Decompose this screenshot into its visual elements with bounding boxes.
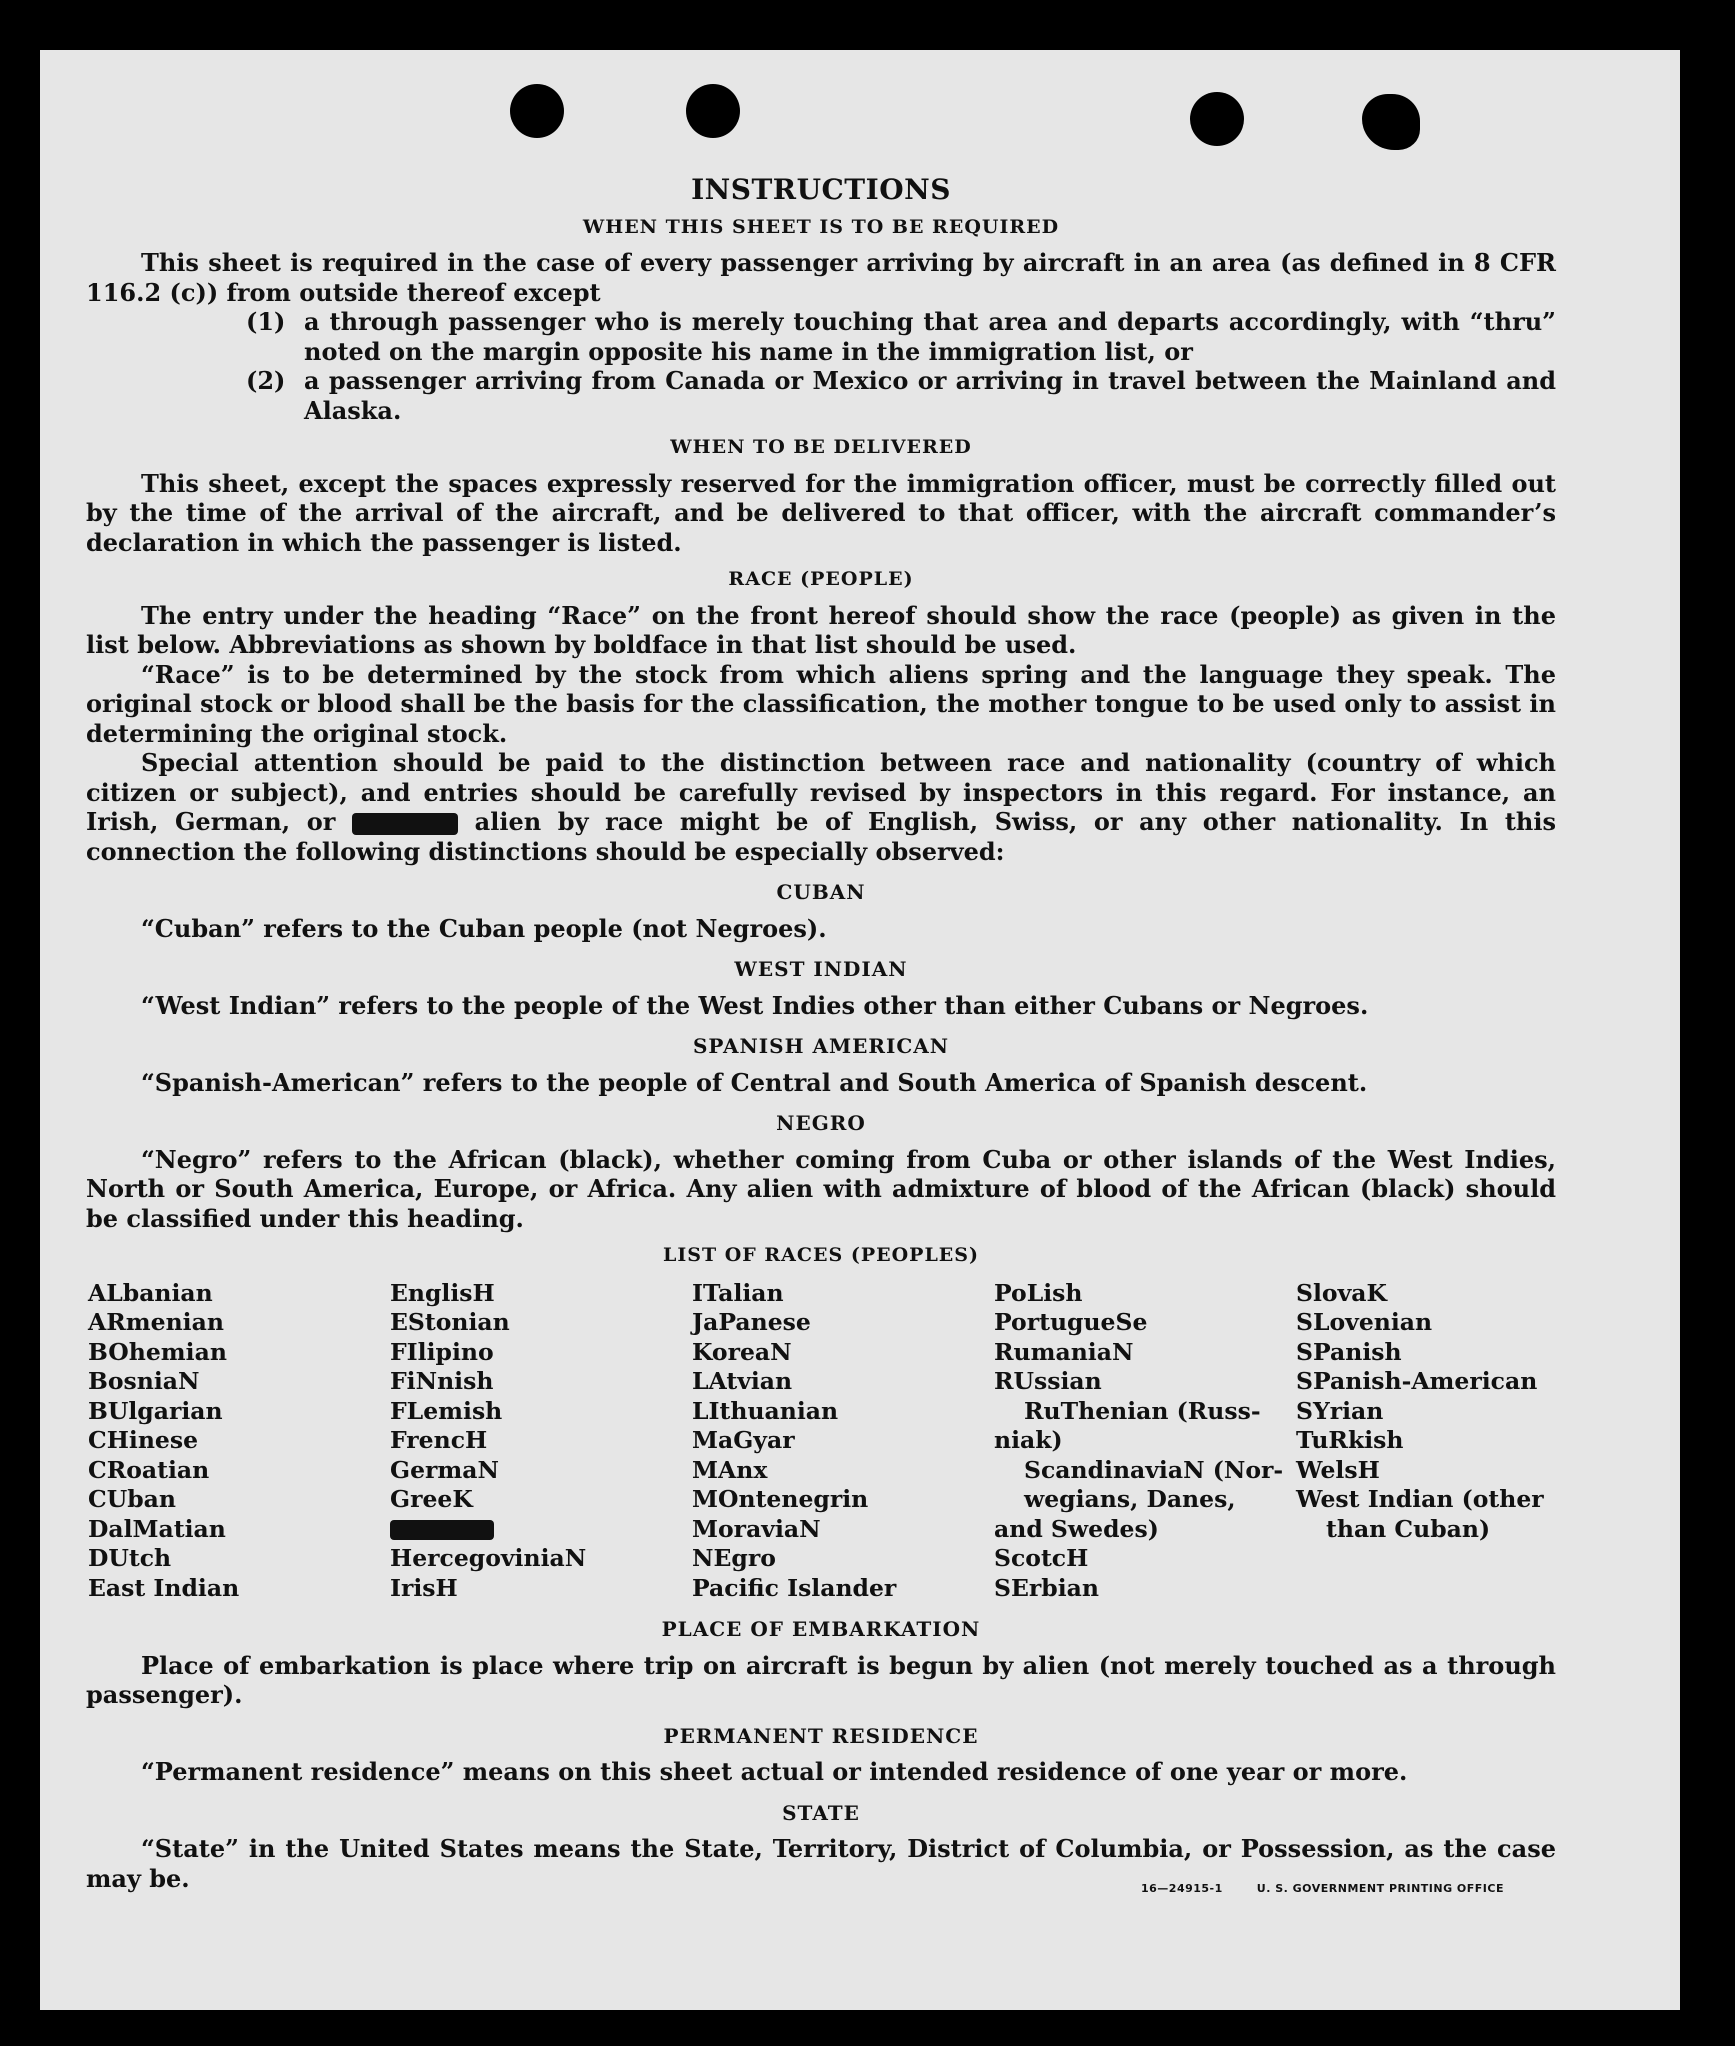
section-heading-cuban: CUBAN bbox=[776, 880, 866, 904]
section-heading-spanish-american: SPANISH AMERICAN bbox=[692, 1034, 950, 1058]
race-entry: LIthuanian bbox=[692, 1396, 839, 1425]
race-entry: DUtch bbox=[88, 1544, 172, 1572]
section-heading-state: STATE bbox=[782, 1800, 860, 1825]
except-word: except bbox=[513, 277, 601, 307]
race-entry: RUssian bbox=[994, 1367, 1102, 1395]
section-heading-race: RACE (PEOPLE) bbox=[728, 568, 914, 590]
punch-hole bbox=[1190, 92, 1244, 146]
section-heading-negro: NEGRO bbox=[776, 1111, 866, 1135]
race-entry: West Indian (other bbox=[1296, 1485, 1544, 1513]
race-entry: BosniaN bbox=[88, 1367, 200, 1395]
cuban-text: “Cuban” refers to the Cuban people (not Negroes). bbox=[141, 913, 827, 943]
race-entry-redacted bbox=[390, 1515, 670, 1545]
race-entry: MOntenegrin bbox=[692, 1485, 869, 1513]
redaction-mark bbox=[390, 1520, 494, 1540]
race-entry: SPanish-American bbox=[1296, 1367, 1538, 1395]
race-entry: ARmenian bbox=[88, 1308, 224, 1336]
race-entry: and Swedes) bbox=[994, 1514, 1159, 1543]
race-paragraph: The entry under the heading “Race” on the front hereof should show the race (people) as given in the list below. Abbreviations as shown by boldface in that list should be used. bbox=[86, 600, 1556, 659]
exception-list bbox=[246, 307, 1556, 425]
section-heading-embarkation: PLACE OF EMBARKATION bbox=[661, 1617, 981, 1641]
punch-hole bbox=[1362, 94, 1420, 150]
race-entry: DalMatian bbox=[88, 1514, 226, 1543]
race-entry: WelsH bbox=[1296, 1455, 1380, 1484]
race-entry: GermaN bbox=[390, 1455, 499, 1484]
state-text: “State” in the United States means the State, Territory, District of Columbia, or Possession, as the case may be. bbox=[86, 1834, 1556, 1893]
page-title: INSTRUCTIONS bbox=[691, 173, 951, 206]
section-heading-required: WHEN THIS SHEET IS TO BE REQUIRED bbox=[582, 215, 1060, 238]
race-entry: than Cuban) bbox=[1326, 1514, 1491, 1543]
race-entry: RuThenian (Russ- bbox=[1024, 1396, 1261, 1425]
race-entry: CHinese bbox=[88, 1426, 199, 1454]
section-text-delivered: This sheet, except the spaces expressly reserved for the immigration officer, must be correctly filled out by the time of the arrival of the aircraft, and be delivered to that officer, with the aircraft commander’s declaration in which the passenger is listed. bbox=[86, 468, 1556, 557]
race-entry: FLemish bbox=[390, 1396, 503, 1425]
race-entry: PoLish bbox=[994, 1278, 1083, 1307]
form-code: 16—24915-1 bbox=[1140, 1882, 1223, 1895]
race-entry: wegians, Danes, bbox=[1024, 1485, 1236, 1513]
race-entry: SLovenian bbox=[1296, 1308, 1433, 1336]
race-entry: JaPanese bbox=[692, 1308, 811, 1336]
race-entry: RumaniaN bbox=[994, 1337, 1134, 1366]
race-entry: CUban bbox=[88, 1485, 176, 1513]
race-entry: GreeK bbox=[390, 1485, 473, 1513]
exception-item: (1) a through passenger who is merely touching that area and departs accordingly, with “thru” noted on the margin opposite his name in the immigration list, or bbox=[246, 307, 1556, 366]
race-entry: MaGyar bbox=[692, 1426, 795, 1454]
races-column bbox=[692, 1279, 972, 1604]
races-column bbox=[390, 1279, 670, 1604]
race-entry: ITalian bbox=[692, 1278, 784, 1307]
race-entry: MAnx bbox=[692, 1455, 768, 1484]
race-entry: HercegoviniaN bbox=[390, 1544, 587, 1572]
race-entry: ScandinaviaN (Nor- bbox=[1024, 1455, 1284, 1484]
section-heading-west-indian: WEST INDIAN bbox=[734, 957, 908, 981]
race-entry: ScotcH bbox=[994, 1544, 1089, 1572]
section-heading-residence: PERMANENT RESIDENCE bbox=[663, 1723, 979, 1748]
redaction-mark bbox=[352, 813, 458, 835]
negro-text: “Negro” refers to the African (black), whether coming from Cuba or other islands of the West Indies, North or South America, Europe, or Africa. Any alien with admixture of blood of the African (black) should be classified under this heading. bbox=[86, 1144, 1556, 1233]
section-heading-delivered: WHEN TO BE DELIVERED bbox=[670, 436, 972, 458]
race-entry: MoraviaN bbox=[692, 1514, 821, 1543]
section-text-required: This sheet is required in the case of every passenger arriving by aircraft in an area (as defined in 8 CFR 116.2 (c)) from outside thereof except bbox=[86, 248, 1556, 307]
race-paragraph: Special attention should be paid to the distinction between race and nationality (country of which citizen or subject), and entries should be carefully revised by inspectors in this regard. For instance, an Irish, German, or alien by race might be of English, Swiss, or any other nationality. In this connection the following distinctions should be especially observed: bbox=[86, 748, 1556, 866]
printer-name: U. S. GOVERNMENT PRINTING OFFICE bbox=[1256, 1882, 1504, 1895]
race-entry: SPanish bbox=[1296, 1337, 1402, 1366]
race-paragraph: “Race” is to be determined by the stock from which aliens spring and the language they speak. The original stock or blood shall be the basis for the classification, the mother tongue to be used only to assist in determining the original stock. bbox=[86, 659, 1556, 748]
instructions-body bbox=[86, 175, 1556, 1893]
printer-imprint bbox=[1107, 1882, 1504, 1895]
race-entry: NEgro bbox=[692, 1544, 776, 1572]
races-column bbox=[994, 1278, 1284, 1604]
punch-hole bbox=[510, 84, 564, 138]
race-entry: KoreaN bbox=[692, 1337, 792, 1366]
race-entry: FrencH bbox=[390, 1426, 488, 1454]
race-entry: EStonian bbox=[390, 1308, 510, 1336]
races-column bbox=[1296, 1279, 1556, 1604]
race-entry: CRoatian bbox=[88, 1455, 210, 1484]
punch-hole bbox=[686, 84, 740, 138]
race-entry: SlovaK bbox=[1296, 1278, 1387, 1307]
race-entry: IrisH bbox=[390, 1573, 458, 1602]
race-entry: ALbanian bbox=[88, 1278, 213, 1307]
race-entry: FIlipino bbox=[390, 1337, 494, 1366]
section-heading-races-list: LIST OF RACES (PEOPLES) bbox=[663, 1244, 979, 1266]
embarkation-text: Place of embarkation is place where trip on aircraft is begun by alien (not merely touched as a through passenger). bbox=[86, 1650, 1556, 1709]
race-entry: niak) bbox=[994, 1426, 1063, 1454]
race-entry: SYrian bbox=[1296, 1396, 1384, 1425]
race-entry: BOhemian bbox=[88, 1337, 227, 1366]
race-entry: LAtvian bbox=[692, 1367, 793, 1395]
race-entry: BUlgarian bbox=[88, 1396, 223, 1425]
race-entry: PortugueSe bbox=[994, 1308, 1148, 1336]
races-column bbox=[88, 1279, 368, 1604]
west-indian-text: “West Indian” refers to the people of the West Indies other than either Cubans or Negroes. bbox=[141, 990, 1369, 1020]
race-entry: East Indian bbox=[88, 1573, 240, 1602]
document-page bbox=[40, 50, 1680, 2010]
residence-text: “Permanent residence” means on this sheet actual or intended residence of one year or more. bbox=[141, 1757, 1408, 1786]
race-entry: SErbian bbox=[994, 1573, 1099, 1602]
race-entry: EnglisH bbox=[390, 1278, 495, 1307]
exception-item: (2) a passenger arriving from Canada or Mexico or arriving in travel between the Mainland and Alaska. bbox=[246, 366, 1556, 425]
race-entry: FiNnish bbox=[390, 1367, 494, 1395]
race-entry: Pacific Islander bbox=[692, 1573, 897, 1602]
races-list bbox=[88, 1279, 1556, 1604]
spanish-american-text: “Spanish-American” refers to the people of Central and South America of Spanish descent. bbox=[141, 1067, 1368, 1097]
race-entry: TuRkish bbox=[1296, 1426, 1404, 1454]
